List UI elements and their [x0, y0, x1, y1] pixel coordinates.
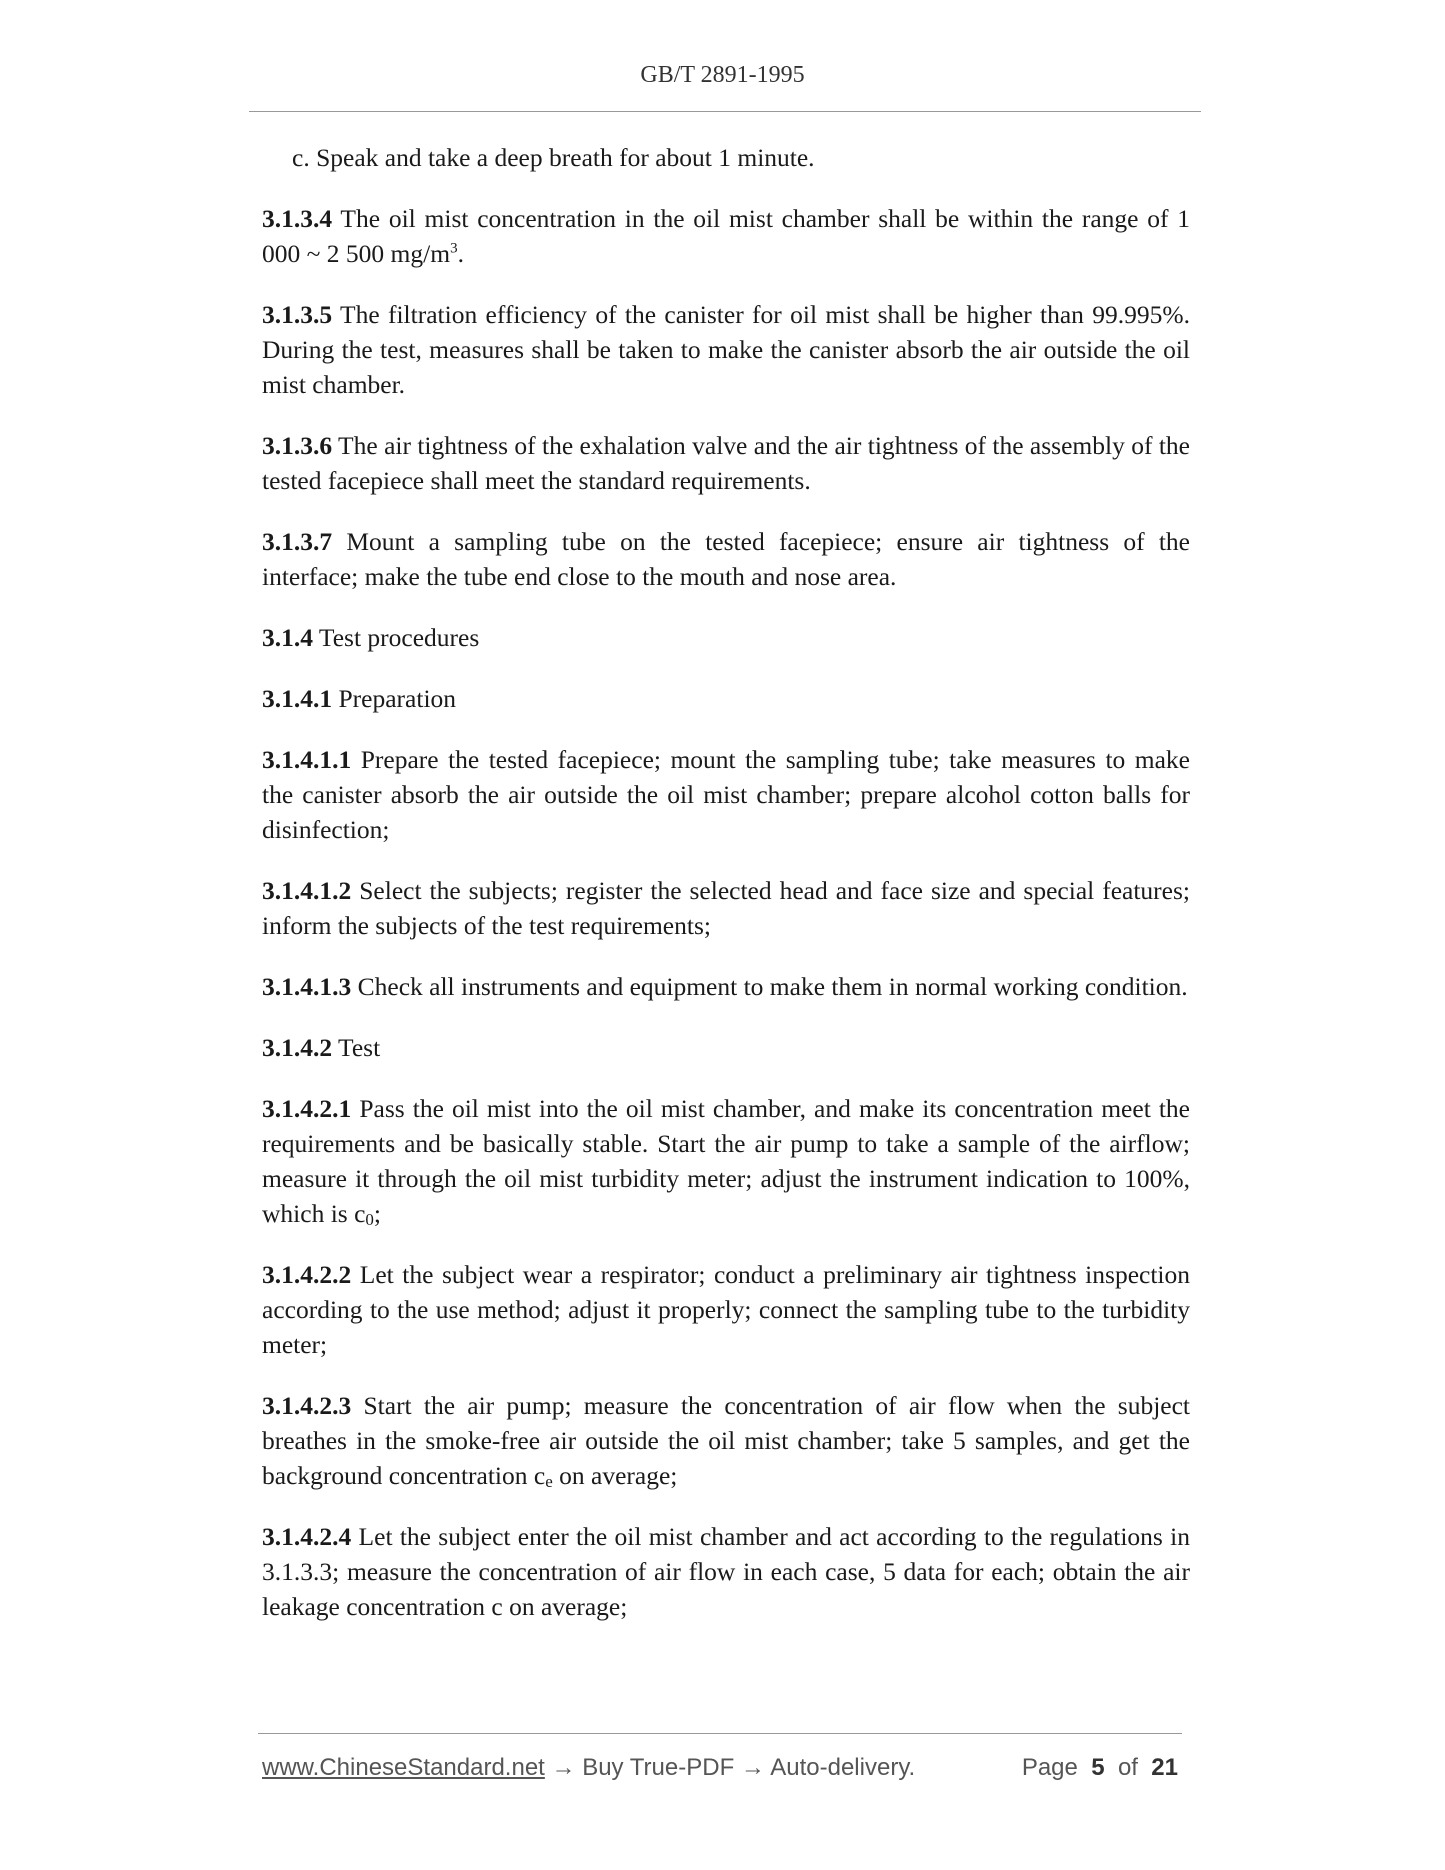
paragraph-text-end: ; [373, 1199, 381, 1228]
clause-number: 3.1.3.7 [262, 527, 333, 556]
paragraph-text: Mount a sampling tube on the tested facepiece; ensure air tightness of the interface; make the tube end close to the mouth and nose area. [262, 527, 1190, 591]
footer-links [262, 1754, 915, 1782]
clause-number: 3.1.4.2.3 [262, 1391, 352, 1420]
document-header: GB/T 2891-1995 [640, 62, 805, 88]
clause-3-1-3-4 [262, 201, 1190, 271]
clause-number: 3.1.3.5 [262, 300, 333, 329]
clause-3-1-4-1-2 [262, 873, 1190, 943]
subscript: 0 [365, 1210, 374, 1229]
footer-divider [258, 1733, 1182, 1734]
header-divider [249, 111, 1201, 112]
clause-number: 3.1.4.1 [262, 684, 333, 713]
clause-number: 3.1.4.2.2 [262, 1260, 352, 1289]
buy-pdf-text: Buy True-PDF [582, 1754, 735, 1781]
superscript: 3 [450, 240, 458, 257]
paragraph-text: The filtration efficiency of the canister for oil mist shall be higher than 99.995%. During the test, measures shall be taken to make the canister absorb the air outside the oil mist chamber. [262, 300, 1190, 399]
clause-3-1-4 [262, 620, 1190, 655]
clause-3-1-4-2-4 [262, 1519, 1190, 1624]
clause-3-1-3-6 [262, 428, 1190, 498]
arrow-icon: → [544, 1754, 583, 1781]
clause-number: 3.1.4.2.4 [262, 1522, 352, 1551]
site-link[interactable]: www.ChineseStandard.net [262, 1754, 545, 1781]
clause-number: 3.1.3.4 [262, 204, 333, 233]
paragraph-text: Start the air pump; measure the concentration of air flow when the subject breathes in the smoke-free air outside the oil mist chamber; take 5 samples, and get the background concentration c [262, 1391, 1190, 1490]
paragraph-text: Test procedures [313, 623, 480, 652]
page-total: 21 [1151, 1754, 1178, 1781]
clause-3-1-3-5 [262, 297, 1190, 402]
clause-number: 3.1.4.1.1 [262, 745, 352, 774]
clause-3-1-4-2 [262, 1030, 1190, 1065]
subscript: e [545, 1472, 553, 1491]
clause-number: 3.1.4.2 [262, 1033, 333, 1062]
paragraph-text: Prepare the tested facepiece; mount the sampling tube; take measures to make the canister absorb the air outside the oil mist chamber; prepare alcohol cotton balls for disinfection; [262, 745, 1190, 844]
paragraph-text: Test [332, 1033, 381, 1062]
paragraph-text-end: on average; [552, 1461, 678, 1490]
paragraph-text: The air tightness of the exhalation valve and the air tightness of the assembly of the tested facepiece shall meet the standard requirements. [262, 431, 1190, 495]
clause-3-1-4-1-1 [262, 742, 1190, 847]
paragraph-text: Let the subject wear a respirator; conduct a preliminary air tightness inspection according to the use method; adjust it properly; connect the sampling tube to the turbidity meter; [262, 1260, 1190, 1359]
page-number: 5 [1091, 1754, 1105, 1781]
clause-3-1-4-1-3 [262, 969, 1190, 1004]
clause-3-1-4-2-1 [262, 1091, 1190, 1231]
clause-number: 3.1.4.2.1 [262, 1094, 352, 1123]
paragraph-text: The oil mist concentration in the oil mist chamber shall be within the range of 1 000 ~ 2 500 mg/m [262, 204, 1190, 268]
of-label: of [1117, 1754, 1138, 1781]
clause-number: 3.1.4 [262, 623, 313, 652]
clause-3-1-3-7 [262, 524, 1190, 594]
page-label: Page [1021, 1754, 1078, 1781]
paragraph-text: c. Speak and take a deep breath for about 1 minute. [292, 143, 815, 172]
clause-3-1-4-2-2 [262, 1257, 1190, 1362]
list-item-c [262, 140, 1190, 175]
paragraph-text: Let the subject enter the oil mist chamber and act according to the regulations in 3.1.3.3; measure the concentration of air flow in each case, 5 data for each; obtain the air leakage concentration c on average; [262, 1522, 1190, 1621]
clause-number: 3.1.4.1.3 [262, 972, 352, 1001]
paragraph-text-end: . [457, 239, 464, 268]
page-indicator [1022, 1754, 1178, 1782]
paragraph-text: Preparation [332, 684, 457, 713]
page-footer [262, 1754, 1182, 1786]
clause-number: 3.1.4.1.2 [262, 876, 352, 905]
clause-3-1-4-2-3 [262, 1388, 1190, 1493]
auto-delivery-text: Auto-delivery. [770, 1754, 916, 1781]
paragraph-text: Pass the oil mist into the oil mist chamber, and make its concentration meet the requirements and be basically stable. Start the air pump to take a sample of the airflow; measure it through the oil mist turbidity meter; adjust the instrument indication to 100%, which is c [262, 1094, 1190, 1228]
paragraph-text: Select the subjects; register the selected head and face size and special features; inform the subjects of the test requirements; [262, 876, 1190, 940]
arrow-icon: → [734, 1754, 771, 1781]
document-body [262, 140, 1190, 1650]
paragraph-text: Check all instruments and equipment to make them in normal working condition. [351, 972, 1188, 1001]
clause-number: 3.1.3.6 [262, 431, 333, 460]
clause-3-1-4-1 [262, 681, 1190, 716]
